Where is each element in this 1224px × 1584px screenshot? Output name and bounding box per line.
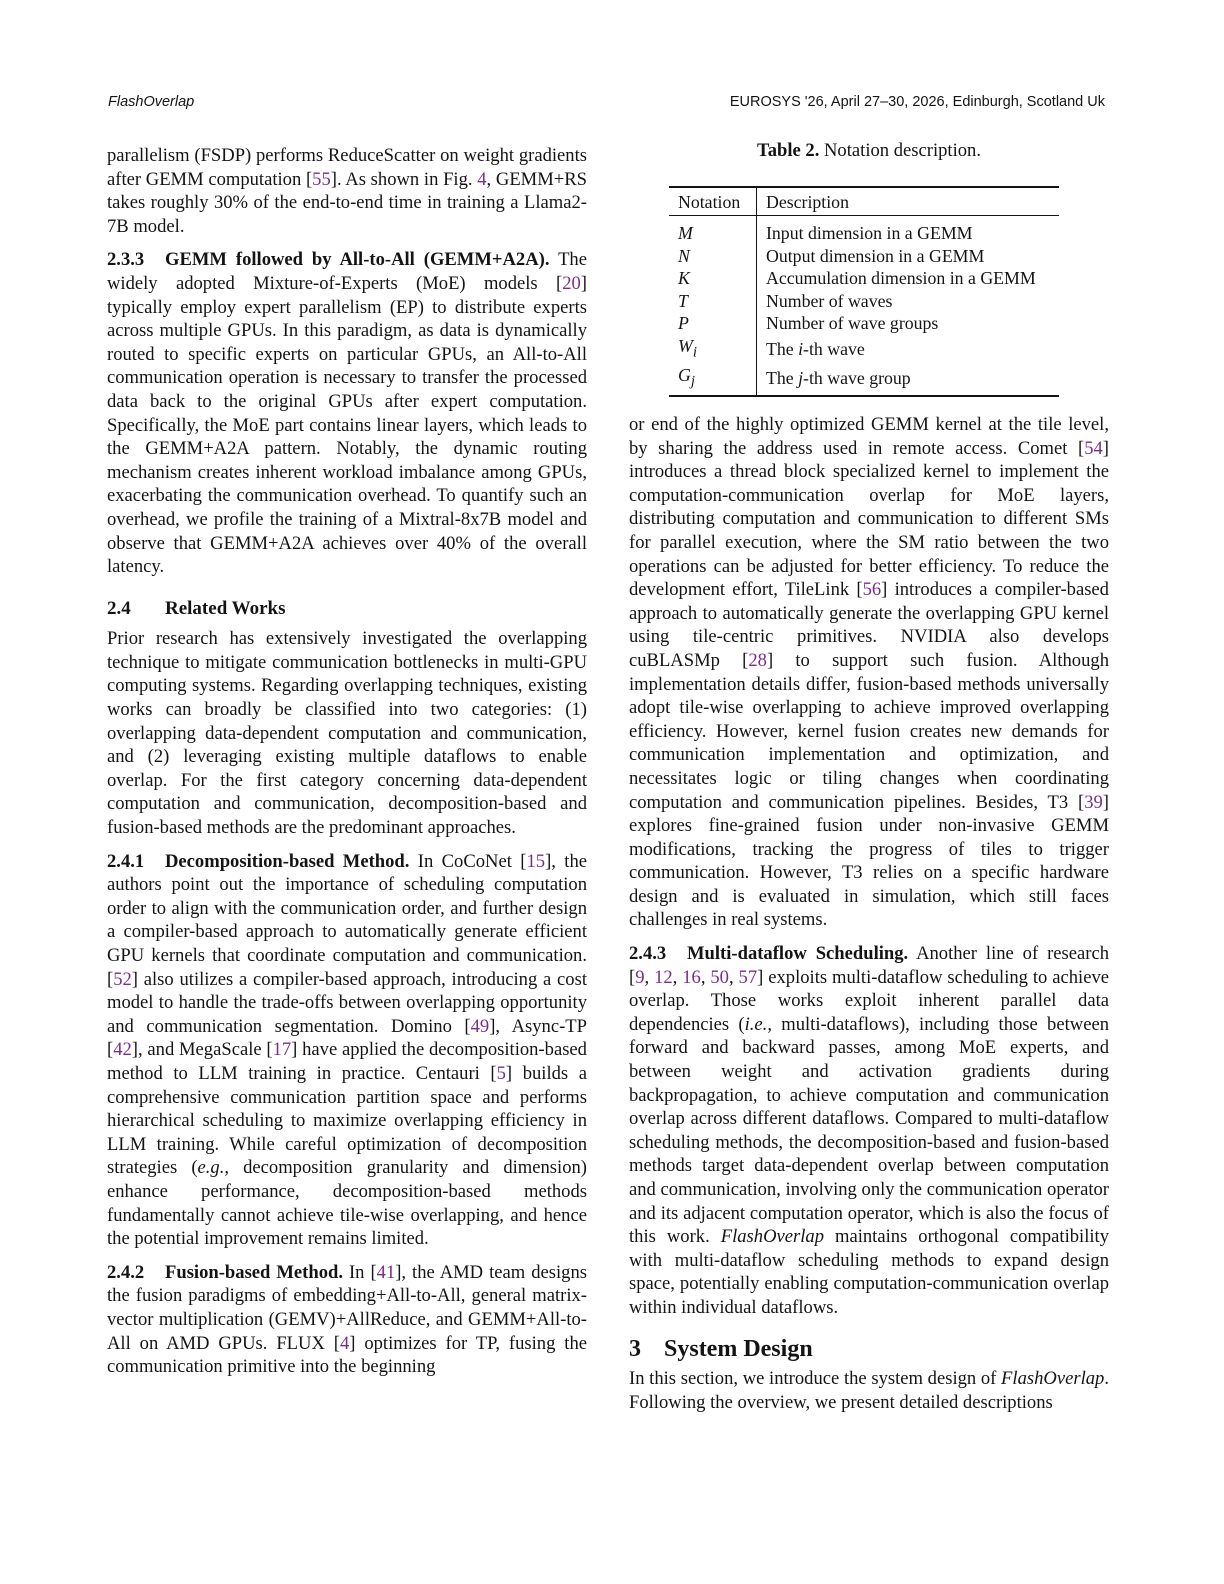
citation[interactable]: 57: [738, 966, 758, 988]
section-number: 2.3.3: [107, 249, 145, 271]
notation-description: The j-th wave group: [757, 364, 1060, 396]
notation-description: Number of wave groups: [766, 313, 939, 333]
subsection-title: GEMM followed by All-to-All (GEMM+A2A).: [165, 249, 550, 271]
subsubsection-2-4-2: 2.4.2 Fusion-based Method. In [41], the AMD team designs the fusion paradigms of embedding+All-to-All, general matrix-vector multiplication (GEMV)+AllReduce, and GEMM+All-to-All on AMD GPUs. FLUX [4] optimizes for TP, fusing the communication primitive into the beginning: [107, 1261, 587, 1378]
notation-description: The i-th wave: [766, 338, 865, 359]
notation-symbol: T: [678, 290, 688, 311]
subsection-title: Decomposition-based Method.: [165, 850, 410, 872]
subsubsection-2-4-1: 2.4.1 Decomposition-based Method. In CoCoNet [15], the authors point out the importance of scheduling computation order to align with the communication order, and further design a compiler-based approach to automatically generate efficient GPU kernels that coordinate computation and communication. [52] also utilizes a compiler-based approach, introducing a cost model to handle the trade-offs between overlapping opportunity and communication segmentation. Domino [49], Async-TP [42], and MegaScale [17] have applied the decomposition-based method to LLM training in practice. Centauri [5] builds a comprehensive communication partition space and performs hierarchical scheduling to maximize overlapping efficiency in LLM training. While careful optimization of decomposition strategies (e.g., decomposition granularity and dimension) enhance performance, decomposition-based methods fundamentally cannot achieve tile-wise overlapping, and hence the potential improvement remains limited.: [107, 850, 588, 1250]
column-header-notation: Notation: [669, 187, 757, 216]
citation[interactable]: 15: [526, 850, 546, 872]
section-number: 2.4: [107, 597, 131, 619]
notation-table-block: [629, 140, 1109, 397]
section-number: 2.4.2: [107, 1261, 145, 1283]
table-row: $W_i$ The i-th wave: [669, 335, 1059, 364]
table-row: [669, 245, 1059, 268]
table-row: [669, 216, 1059, 245]
citation[interactable]: 20: [562, 272, 581, 294]
section-heading-2-4: [107, 597, 587, 621]
paragraph: In this section, we introduce the system design of FlashOverlap. Following the overview, we present detailed descriptions: [629, 1368, 1109, 1413]
figure-ref[interactable]: 4: [477, 168, 487, 190]
citation[interactable]: 5: [496, 1062, 506, 1084]
notation-table: [669, 186, 1059, 397]
table-row: [669, 290, 1059, 313]
paragraph: or end of the highly optimized GEMM kernel at the tile level, by sharing the address used in remote access. Comet [54] introduces a thread block specialized kernel to implement the computation-communication overlap for MoE layers, distributing computation and communication to different SMs for parallel execution, where the SM ratio between the two operations can be adjusted for better efficiency. To reduce the development effort, TileLink [56] introduces a compiler-based approach to automatically generate the overlapping GPU kernel using tile-centric primitives. NVIDIA also develops cuBLASMp [28] to support such fusion. Although implementation details differ, fusion-based methods universally adopt tile-wise overlapping to achieve improved overlapping efficiency. However, kernel fusion creates new demands for communication implementation and optimization, and necessitates logic or tiling changes when coordinating computation and communication pipelines. Besides, T3 [39] explores fine-grained fusion under non-invasive GEMM modifications, tracking the progress of tiles to trigger communication. However, T3 relies on a specific hardware design and is evaluated in simulation, which still faces challenges in real systems.: [629, 414, 1109, 931]
notation-description: Input dimension in a GEMM: [766, 223, 973, 243]
citation[interactable]: 9: [635, 966, 645, 988]
notation-description: Number of waves: [766, 290, 893, 311]
notation-symbol: P: [678, 313, 689, 333]
table-row: $G_j$ The j-th wave group: [669, 364, 1059, 396]
section-number: 2.4.1: [107, 850, 145, 872]
column-header-description: Description: [757, 187, 1060, 216]
citation[interactable]: 56: [862, 579, 882, 601]
table-caption: Table 2. Notation description.: [757, 140, 981, 161]
notation-symbol: M: [678, 223, 693, 243]
notation-description: Output dimension in a GEMM: [766, 245, 985, 266]
section-number: 2.4.3: [629, 943, 667, 965]
notation-symbol: W: [678, 335, 693, 356]
running-header: [108, 94, 1105, 116]
header-left: FlashOverlap: [108, 94, 195, 110]
citation[interactable]: 41: [376, 1261, 396, 1283]
notation-description: Accumulation dimension in a GEMM: [766, 268, 1036, 288]
citation[interactable]: 16: [682, 966, 701, 988]
citation[interactable]: 55: [312, 168, 331, 190]
section-title: Related Works: [165, 597, 286, 619]
subsection-title: Fusion-based Method.: [165, 1261, 343, 1283]
right-column: [629, 413, 1109, 1424]
table-row: [669, 267, 1059, 290]
citation[interactable]: 49: [470, 1015, 490, 1037]
subsection-title: Multi-dataflow Scheduling.: [687, 943, 909, 965]
notation-symbol: G: [678, 364, 691, 385]
citation[interactable]: 4: [339, 1332, 350, 1354]
section-heading-3: [629, 1335, 1109, 1362]
subsubsection-2-3-3: 2.3.3 GEMM followed by All-to-All (GEMM+A2A). The widely adopted Mixture-of-Experts (MoE) models [20] typically employ expert parallelism (EP) to distribute experts across multiple GPUs. In this paradigm, as data is dynamically routed to specific experts on particular GPUs, an All-to-All communication operation is necessary to transfer the processed data back to the original GPUs after expert computation. Specifically, the MoE part contains linear layers, which leads to the GEMM+A2A pattern. Notably, the dynamic routing mechanism creates inherent workload imbalance among GPUs, exacerbating the communication overhead. To quantify such an overhead, we profile the training of a Mixtral-8x7B model and observe that GEMM+A2A achieves over 40% of the overall latency.: [107, 249, 587, 578]
notation-symbol: K: [678, 268, 690, 288]
citation[interactable]: 54: [1084, 437, 1103, 459]
citation[interactable]: 42: [113, 1039, 132, 1061]
header-right: EUROSYS '26, April 27–30, 2026, Edinburgh, Scotland Uk: [729, 94, 1105, 110]
paragraph: Prior research has extensively investigated the overlapping technique to mitigate communication bottlenecks in multi-GPU computing systems. Regarding overlapping techniques, existing works can broadly be classified into two categories: (1) overlapping data-dependent computation and communication, and (2) leveraging existing multiple dataflows to enable overlap. For the first category concerning data-dependent computation and communication, decomposition-based and fusion-based methods are the predominant approaches.: [107, 628, 587, 839]
citation[interactable]: 39: [1084, 791, 1103, 813]
section-number: 3: [629, 1335, 641, 1362]
citation[interactable]: 12: [654, 966, 673, 988]
section-title: System Design: [664, 1335, 813, 1362]
subsubsection-2-4-3: 2.4.3 Multi-dataflow Scheduling. Another line of research [9, 12, 16, 50, 57] exploits multi-dataflow scheduling to achieve overlap. Those works exploit inherent parallel data dependencies (i.e., multi-dataflows), including those between forward and backward passes, among MoE experts, and between weight and activation gradients during backpropagation, to achieve computation and communication overlap across different dataflows. Compared to multi-dataflow scheduling methods, the decomposition-based and fusion-based methods target data-dependent overlap between computation and communication, involving only the communication operator and its adjacent computation operator, which is also the focus of this work. FlashOverlap maintains orthogonal compatibility with multi-dataflow scheduling methods to expand design space, potentially enabling computation-communication overlap within individual dataflows.: [629, 943, 1110, 1318]
notation-symbol: N: [678, 245, 690, 266]
table-row: [669, 312, 1059, 335]
citation[interactable]: 28: [748, 649, 767, 671]
citation[interactable]: 17: [272, 1039, 292, 1061]
paragraph: parallelism (FSDP) performs ReduceScatter on weight gradients after GEMM computation [55]. As shown in Fig. 4, GEMM+RS takes roughly 30% of the end-to-end time in training a Llama2-7B model.: [107, 145, 587, 237]
left-column: [107, 144, 587, 1389]
citation[interactable]: 52: [113, 968, 132, 990]
citation[interactable]: 50: [710, 966, 729, 988]
